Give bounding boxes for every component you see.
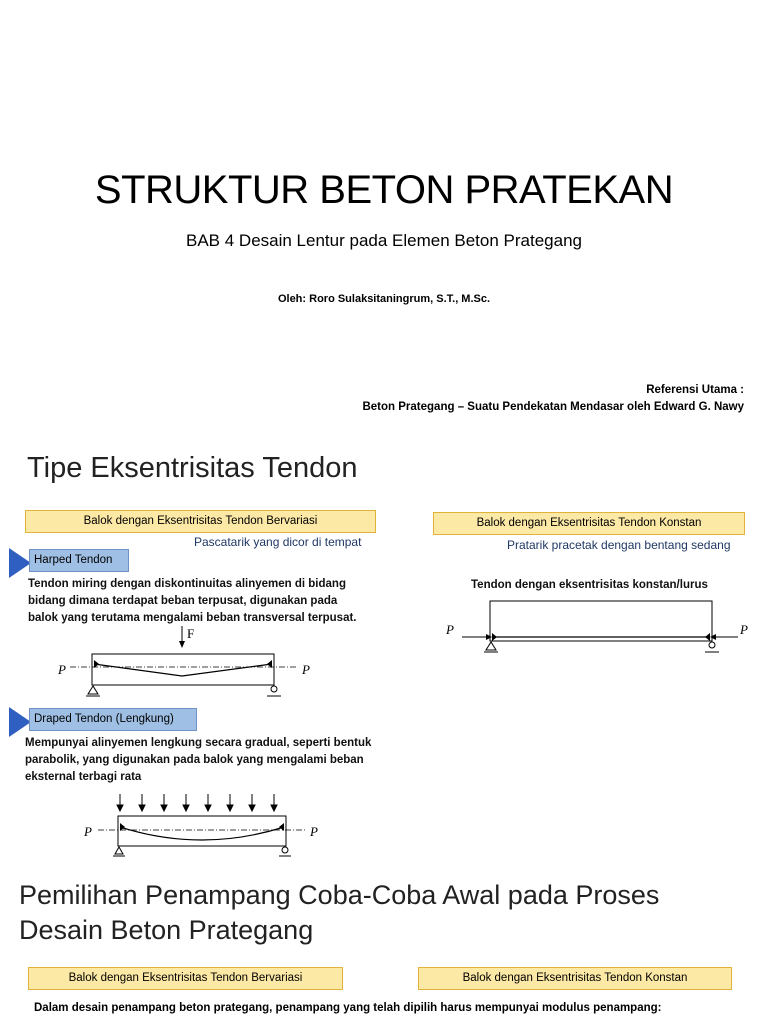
author-line: Oleh: Roro Sulaksitaningrum, S.T., M.Sc. bbox=[277, 293, 491, 305]
slide-tendon-types bbox=[0, 432, 768, 864]
slide-heading bbox=[19, 878, 659, 948]
varied-note: Pascatarik yang dicor di tempat bbox=[194, 535, 362, 549]
draped-description bbox=[25, 735, 415, 786]
force-label: F bbox=[187, 626, 195, 641]
presentation-subtitle: BAB 4 Desain Lentur pada Elemen Beton Prategang bbox=[186, 231, 582, 250]
p-right-label: P bbox=[310, 824, 318, 839]
reference-text: Beton Prategang – Suatu Pendekatan Mendasar oleh Edward G. Nawy bbox=[362, 401, 744, 413]
p-left-label: P bbox=[84, 824, 92, 839]
p-right-label: P bbox=[740, 622, 748, 637]
harped-tendon-label: Harped Tendon bbox=[29, 549, 129, 572]
draped-tendon-label: Draped Tendon (Lengkung) bbox=[29, 708, 197, 731]
constant-tendon-diagram bbox=[440, 594, 760, 664]
p-right-label: P bbox=[302, 662, 310, 677]
p-left-label: P bbox=[58, 662, 66, 677]
harped-desc-line-3: balok yang terutama mengalami beban transversal terpusat. bbox=[28, 612, 357, 624]
varied-eccentricity-box: Balok dengan Eksentrisitas Tendon Bervariasi bbox=[25, 510, 376, 533]
arrow-bullet-icon bbox=[9, 707, 31, 737]
harped-tendon-diagram bbox=[50, 624, 320, 706]
draped-desc-line-2: parabolik, yang digunakan pada balok yang mengalami beban bbox=[25, 754, 364, 766]
reference-label: Referensi Utama : bbox=[646, 384, 744, 396]
constant-note: Pratarik pracetak dengan bentang sedang bbox=[507, 538, 731, 552]
heading-line-1: Pemilihan Penampang Coba-Coba Awal pada Proses bbox=[19, 880, 660, 910]
draped-desc-line-3: eksternal terbagi rata bbox=[25, 771, 142, 783]
reference-block bbox=[362, 382, 744, 416]
heading-line-2: Desain Beton Prategang bbox=[19, 915, 314, 945]
harped-desc-line-1: Tendon miring dengan diskontinuitas alinyemen di bidang bbox=[28, 578, 346, 590]
distributed-load-arrows bbox=[117, 794, 277, 811]
p-left-label: P bbox=[446, 622, 454, 637]
draped-desc-line-1: Mempunyai alinyemen lengkung secara gradual, seperti bentuk bbox=[25, 737, 372, 749]
harped-description bbox=[28, 576, 408, 627]
constant-caption: Tendon dengan eksentrisitas konstan/lurus bbox=[471, 579, 708, 591]
varied-eccentricity-box: Balok dengan Eksentrisitas Tendon Bervariasi bbox=[28, 967, 343, 990]
harped-desc-line-2: bidang dimana terdapat beban terpusat, digunakan pada bbox=[28, 595, 338, 607]
draped-tendon-diagram bbox=[80, 790, 330, 862]
constant-eccentricity-box: Balok dengan Eksentrisitas Tendon Konstan bbox=[418, 967, 732, 990]
section-modulus-text: Dalam desain penampang beton prategang, penampang yang telah dipilih harus mempunyai modulus penampang: bbox=[34, 1002, 662, 1014]
presentation-title: STRUKTUR BETON PRATEKAN bbox=[94, 168, 674, 212]
slide-title bbox=[0, 0, 768, 432]
slide-heading: Tipe Eksentrisitas Tendon bbox=[27, 452, 358, 484]
arrow-bullet-icon bbox=[9, 548, 31, 578]
slide-trial-section bbox=[0, 864, 768, 1024]
constant-eccentricity-box: Balok dengan Eksentrisitas Tendon Konstan bbox=[433, 512, 745, 535]
